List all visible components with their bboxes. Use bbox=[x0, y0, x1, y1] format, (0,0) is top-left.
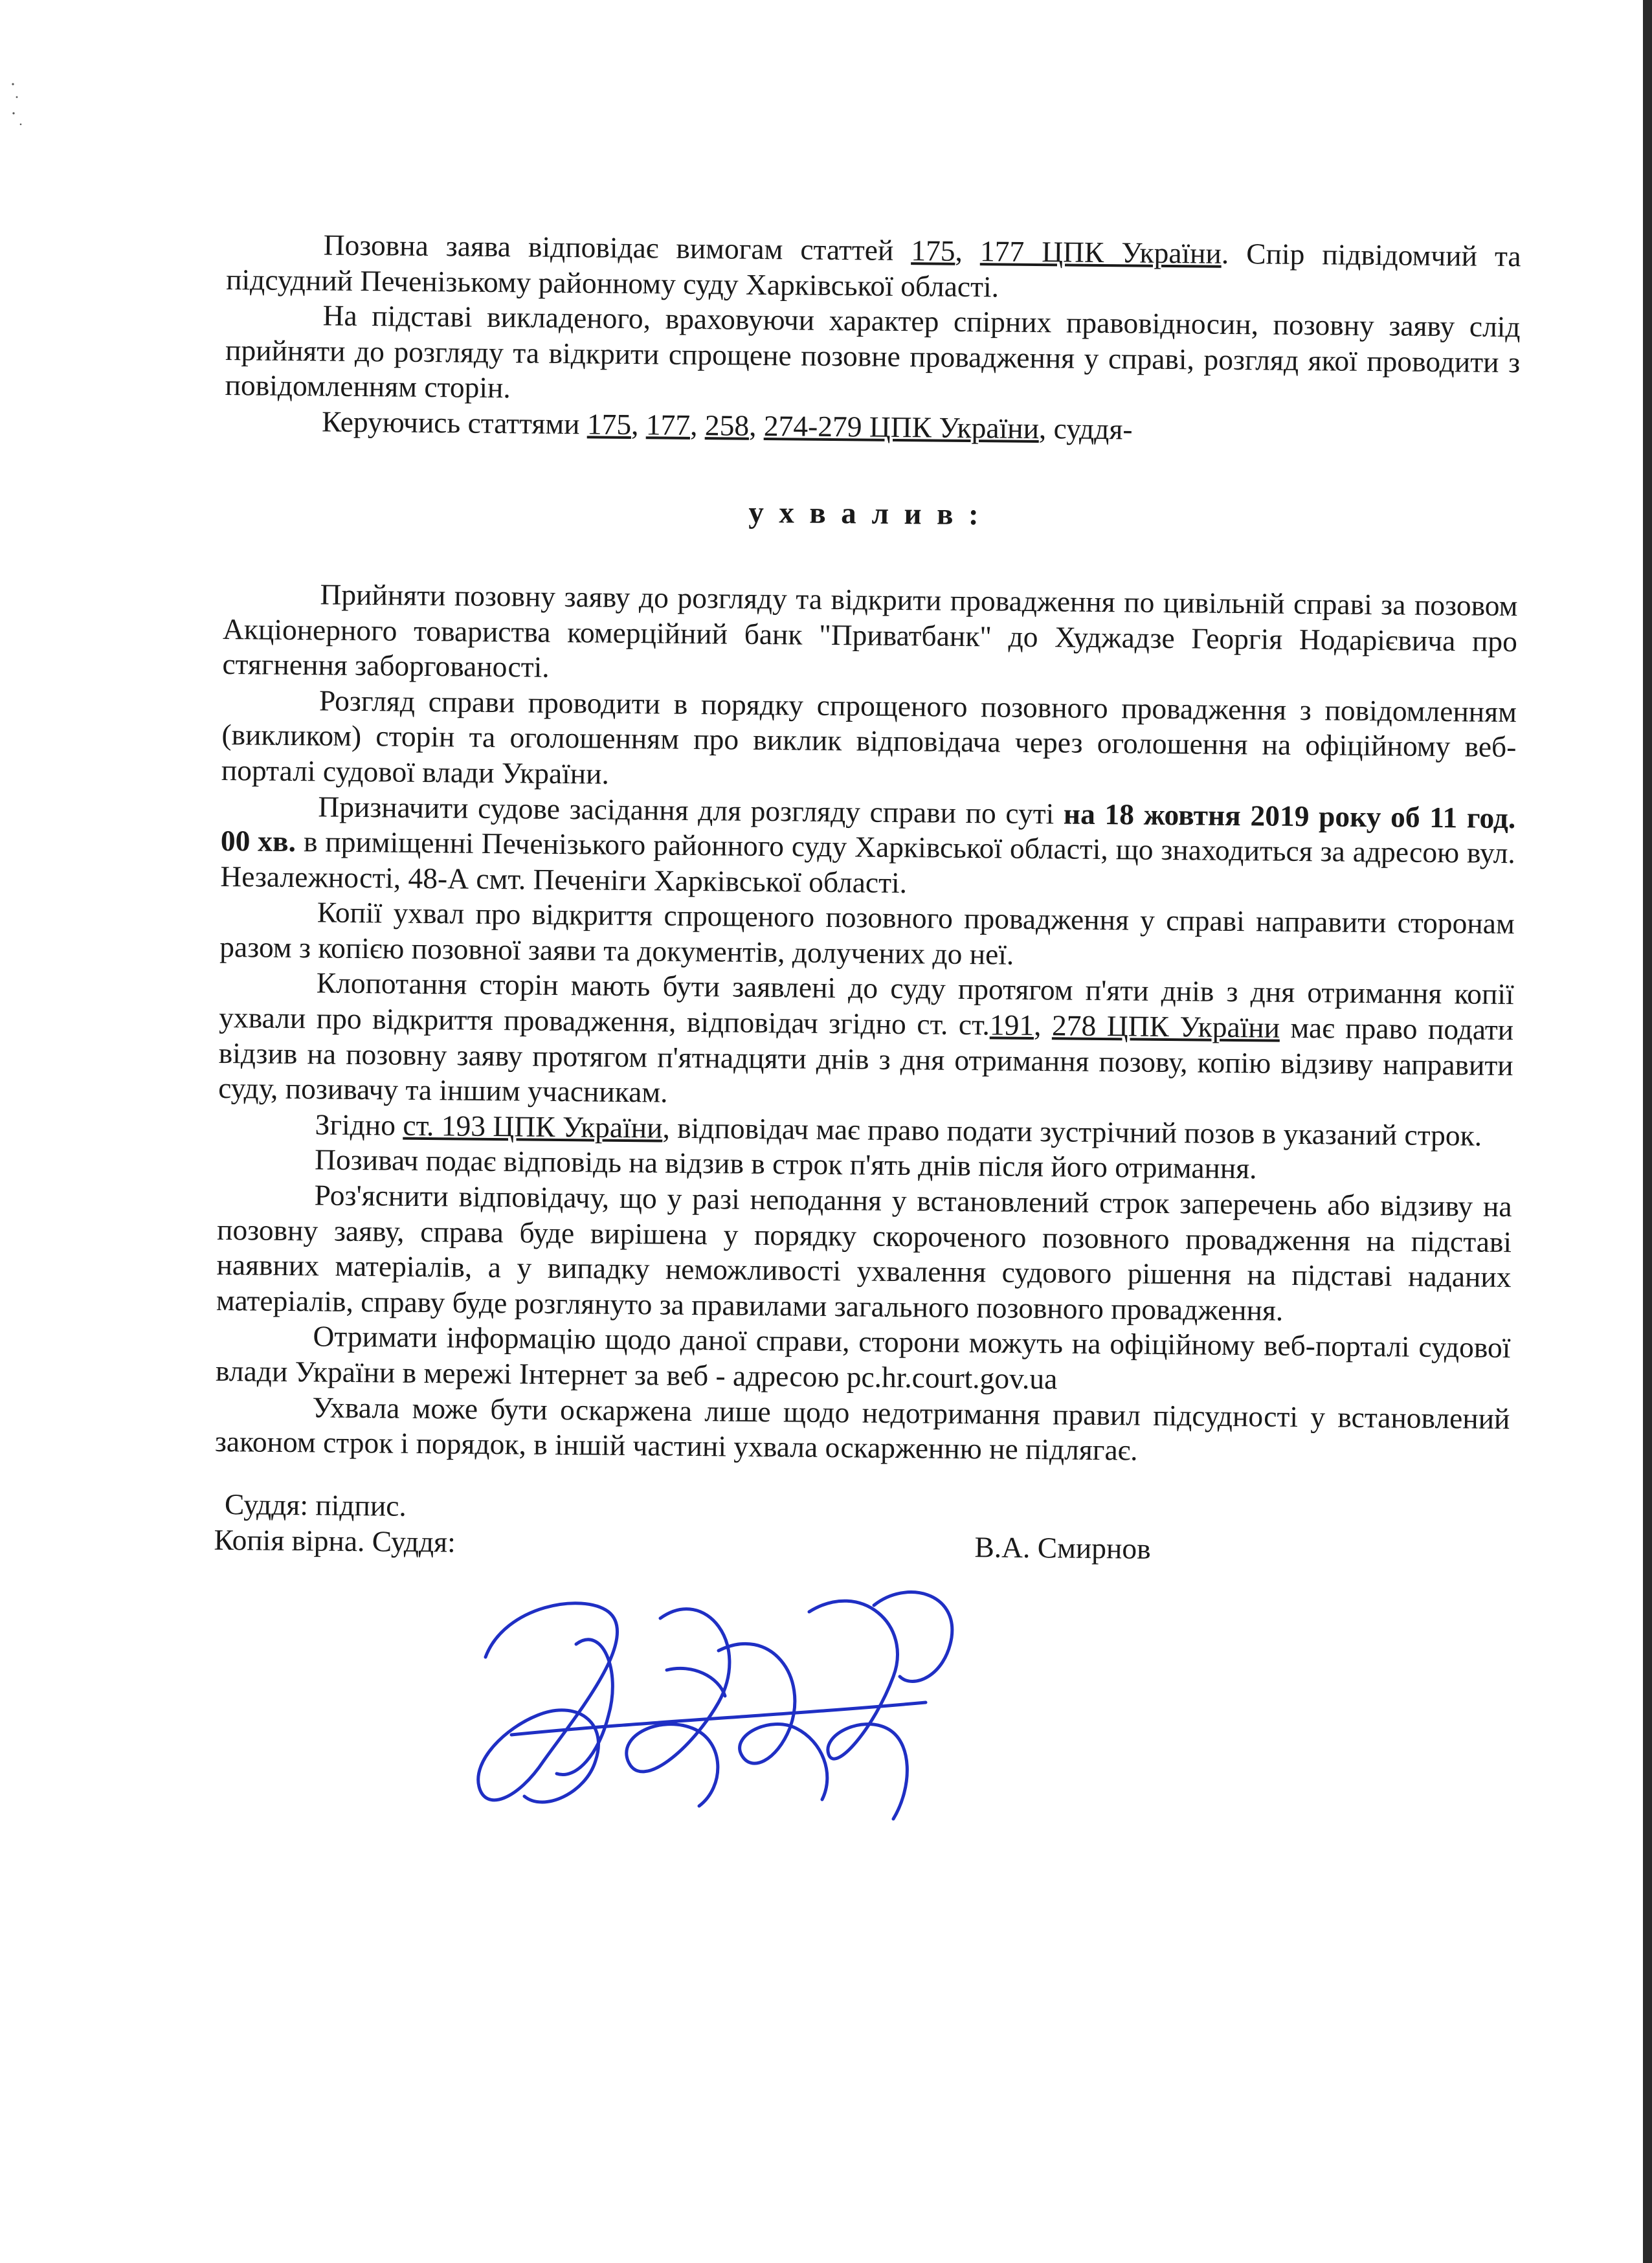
law-link-177[interactable]: 177 bbox=[645, 408, 691, 441]
document-page bbox=[212, 227, 1521, 1693]
text-segment: , суддя- bbox=[1038, 412, 1133, 446]
margin-specks bbox=[8, 78, 27, 136]
text-segment: . Спір підвідомчий та підсудний Печенізькому районному суду Харківської області. bbox=[225, 236, 1521, 304]
ruling-title: ухвалив: bbox=[748, 495, 994, 531]
text-segment: , bbox=[1033, 1009, 1053, 1042]
copy-certified-label: Копія вірна. Суддя: bbox=[214, 1522, 456, 1559]
scan-edge bbox=[1643, 0, 1652, 2263]
law-link-175[interactable]: 175 bbox=[911, 234, 955, 267]
law-link-258[interactable]: 258 bbox=[704, 408, 750, 442]
judge-signature-label: Суддя: підпис. bbox=[224, 1487, 407, 1522]
hearing-datetime: на 18 жовтня 2019 року об 11 год. 00 хв. bbox=[220, 796, 1516, 858]
law-link-175[interactable]: 175 bbox=[586, 407, 632, 441]
text-segment: , bbox=[748, 408, 765, 442]
paragraph-jurisdiction bbox=[226, 227, 1521, 309]
text-segment: має право подати відзив на позовну заяву протягом п'ятнадцяти днів з дня отримання позову, копію відзиву направити суду, позивачу та іншим учасникам. bbox=[218, 1010, 1514, 1109]
text-segment: Керуючись статтями bbox=[321, 405, 588, 441]
paragraph-simplified-procedure: Розгляд справи проводити в порядку спрощеного позовного провадження з повідомленням (викликом) сторін та оголошенням про виклик відповідача через оголошення на офіційному веб- порталі судової влади України. bbox=[221, 684, 1517, 790]
text-segment: Призначити судове засідання для розгляду справи по суті bbox=[318, 789, 1064, 830]
paragraph-hearing-date bbox=[220, 788, 1515, 906]
law-link-274-279[interactable]: 274-279 ЦПК України bbox=[763, 408, 1040, 445]
law-link-278[interactable]: 278 ЦПК України bbox=[1051, 1009, 1280, 1044]
paragraph-accept-claim: Прийняти позовну заяву до розгляду та відкрити провадження по цивільній справі за позовом Акціонерного товариства комерційний банк "Приватбанк" до Худжадзе Георгія Нодарієвича про стягнення заборгованості. bbox=[222, 577, 1518, 684]
judge-name: В.А. Смирнов bbox=[974, 1530, 1151, 1565]
paragraph-reply: Позивач подає відповідь на відзив в строк п'ять днів після його отримання. bbox=[314, 1143, 1257, 1185]
text-segment: Позовна заява відповідає вимогам статтей bbox=[323, 228, 911, 267]
text-segment: , bbox=[955, 234, 981, 268]
paragraph-explanation: Роз'яснити відповідачу, що у разі неподання у встановлений строк заперечень або відзиву на позовну заяву, справа буде вирішена у порядку скороченого позовного провадження на підставі наявних матеріалів, а у випадку неможливості ухвалення судового рішення на підставі наданих матеріалів, справу буде розглянуто за правилами загального позовного провадження. bbox=[216, 1178, 1512, 1327]
paragraph-motions bbox=[218, 964, 1514, 1119]
paragraph-information: Отримати інформацію щодо даної справи, сторони можуть на офіційному веб-порталі судової влади України в мережі Інтернет за веб - адресою pc.hr.court.gov.ua bbox=[215, 1319, 1511, 1396]
paragraph-appeal: Ухвала може бути оскаржена лише щодо недотримання правил підсудності у встановлений законом строк і порядок, в іншій частині ухвала оскарженню не підлягає. bbox=[214, 1390, 1510, 1467]
text-segment: Клопотання сторін мають бути заявлені до суду протягом п'яти днів з дня отримання копії ухвали про відкриття провадження, відповідач згідно ст. ст. bbox=[219, 966, 1514, 1042]
text-segment: , bbox=[631, 407, 647, 441]
paragraph-copies: Копії ухвал про відкриття спрощеного позовного провадження у справі направити сторонам разом з копією позовної заяви та документів, долучених до неї. bbox=[219, 895, 1515, 971]
law-link-177[interactable]: 177 ЦПК України bbox=[979, 234, 1222, 270]
text-segment: в приміщенні Печенізького районного суду Харківської області, що знаходиться за адресою вул. Незалежності, 48-А смт. Печеніги Харківської області. bbox=[220, 825, 1516, 899]
text-segment: Згідно bbox=[315, 1108, 403, 1142]
paragraph-basis: На підставі викладеного, враховуючи характер спірних правовідносин, позовну заяву слід прийняти до розгляду та відкрити спрощене позовне провадження у справі, розгляд якої проводити з повідомленням сторін. bbox=[225, 298, 1521, 405]
law-link-191[interactable]: 191 bbox=[989, 1008, 1034, 1042]
law-link-193[interactable]: ст. 193 ЦПК України bbox=[403, 1108, 663, 1144]
text-segment: , bbox=[689, 408, 706, 442]
text-segment: , відповідач має право подати зустрічний позов в указаний строк. bbox=[662, 1111, 1482, 1152]
handwritten-signature bbox=[447, 1566, 1081, 1838]
